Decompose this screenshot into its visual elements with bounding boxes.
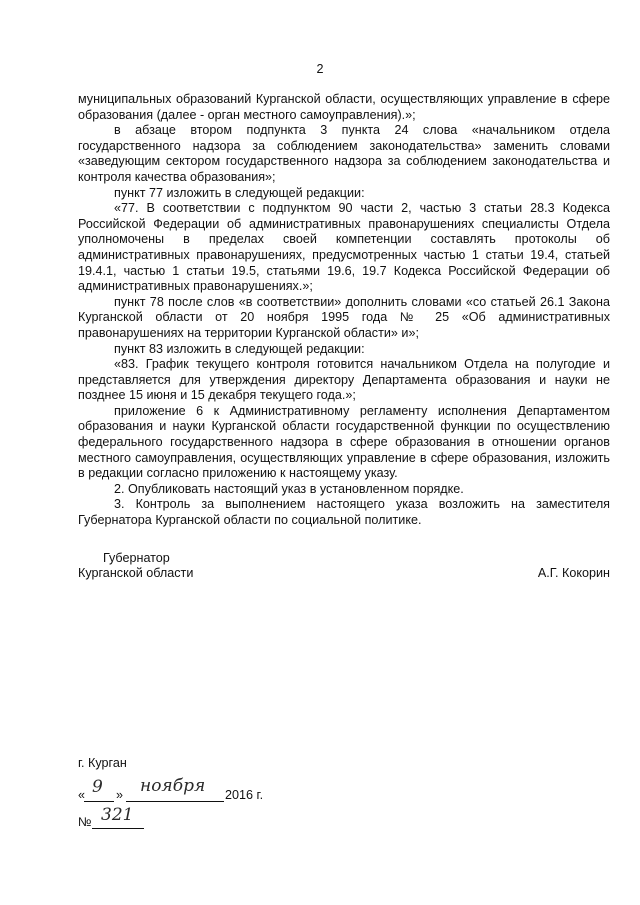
signature-title-line1: Губернатор <box>103 551 170 565</box>
date-month-underline <box>126 801 224 802</box>
paragraph: пункт 78 после слов «в соответствии» дополнить словами «со статьей 26.1 Закона Курганской области от 20 ноября 1995 года № 25 «Об административных правонарушениях на территории Курганской области» и»; <box>78 294 610 340</box>
paragraph: 2. Опубликовать настоящий указ в установленном порядке. <box>114 481 464 496</box>
paragraph: муниципальных образований Курганской области, осуществляющих управление в сфере образования (далее - орган местного самоуправления).»; <box>78 92 610 122</box>
date-close-quote: » <box>116 788 124 802</box>
signature-name: А.Г. Кокорин <box>537 566 610 580</box>
paragraph: пункт 83 изложить в следующей редакции: <box>114 341 365 356</box>
number-label: № <box>78 815 92 829</box>
date-day-underline <box>84 801 114 802</box>
paragraph: «77. В соответствии с подпунктом 90 части 2, частью 3 статьи 28.3 Кодекса Российской Федерации об административных правонарушениях специалисты Отдела уполномочены в пределах своей компетенции составлять протоколы об административных правонарушениях, предусмотренных частью 1 статьи 19.4, статьей 19.4.1, частью 1 статьи 19.5, статьями 19.6, 19.7 Кодекса Российской Федерации об административных правонарушениях.»; <box>78 201 610 294</box>
page-number: 2 <box>316 62 324 76</box>
paragraph: пункт 77 изложить в следующей редакции: <box>114 185 365 200</box>
paragraph: 3. Контроль за выполнением настоящего указа возложить на заместителя Губернатора Курганской области по социальной политике. <box>78 497 610 528</box>
date-open-quote: « <box>78 788 86 802</box>
document-body <box>78 92 610 529</box>
paragraph: в абзаце втором подпункта 3 пункта 24 слова «начальником отдела государственного надзора за соблюдением законодательства» заменить словами «заведующим сектором государственного надзора за соблюдением законодательства и контроля качества образования»; <box>78 123 610 184</box>
paragraph: «83. График текущего контроля готовится начальником Отдела на полугодие и представляется для утверждения директору Департамента образования и науки не позднее 15 июня и 15 декабря текущего года.»; <box>78 357 610 403</box>
signature-title-line2: Курганской области <box>78 566 194 580</box>
number-underline <box>92 828 144 829</box>
city-label: г. Курган <box>78 756 127 770</box>
number-handwritten: 321 <box>101 805 134 825</box>
date-year: 2016 г. <box>225 788 264 802</box>
paragraph: приложение 6 к Административному регламенту исполнения Департаментом образования и науки Курганской области государственной функции по осуществлению федерального государственного надзора в сфере образования в отношении органов местного самоуправления, осуществляющих управление в сфере образования, изложить в редакции согласно приложению к настоящему указу. <box>78 403 610 481</box>
date-day-handwritten: 9 <box>92 777 103 797</box>
date-month-handwritten: ноября <box>140 776 206 796</box>
